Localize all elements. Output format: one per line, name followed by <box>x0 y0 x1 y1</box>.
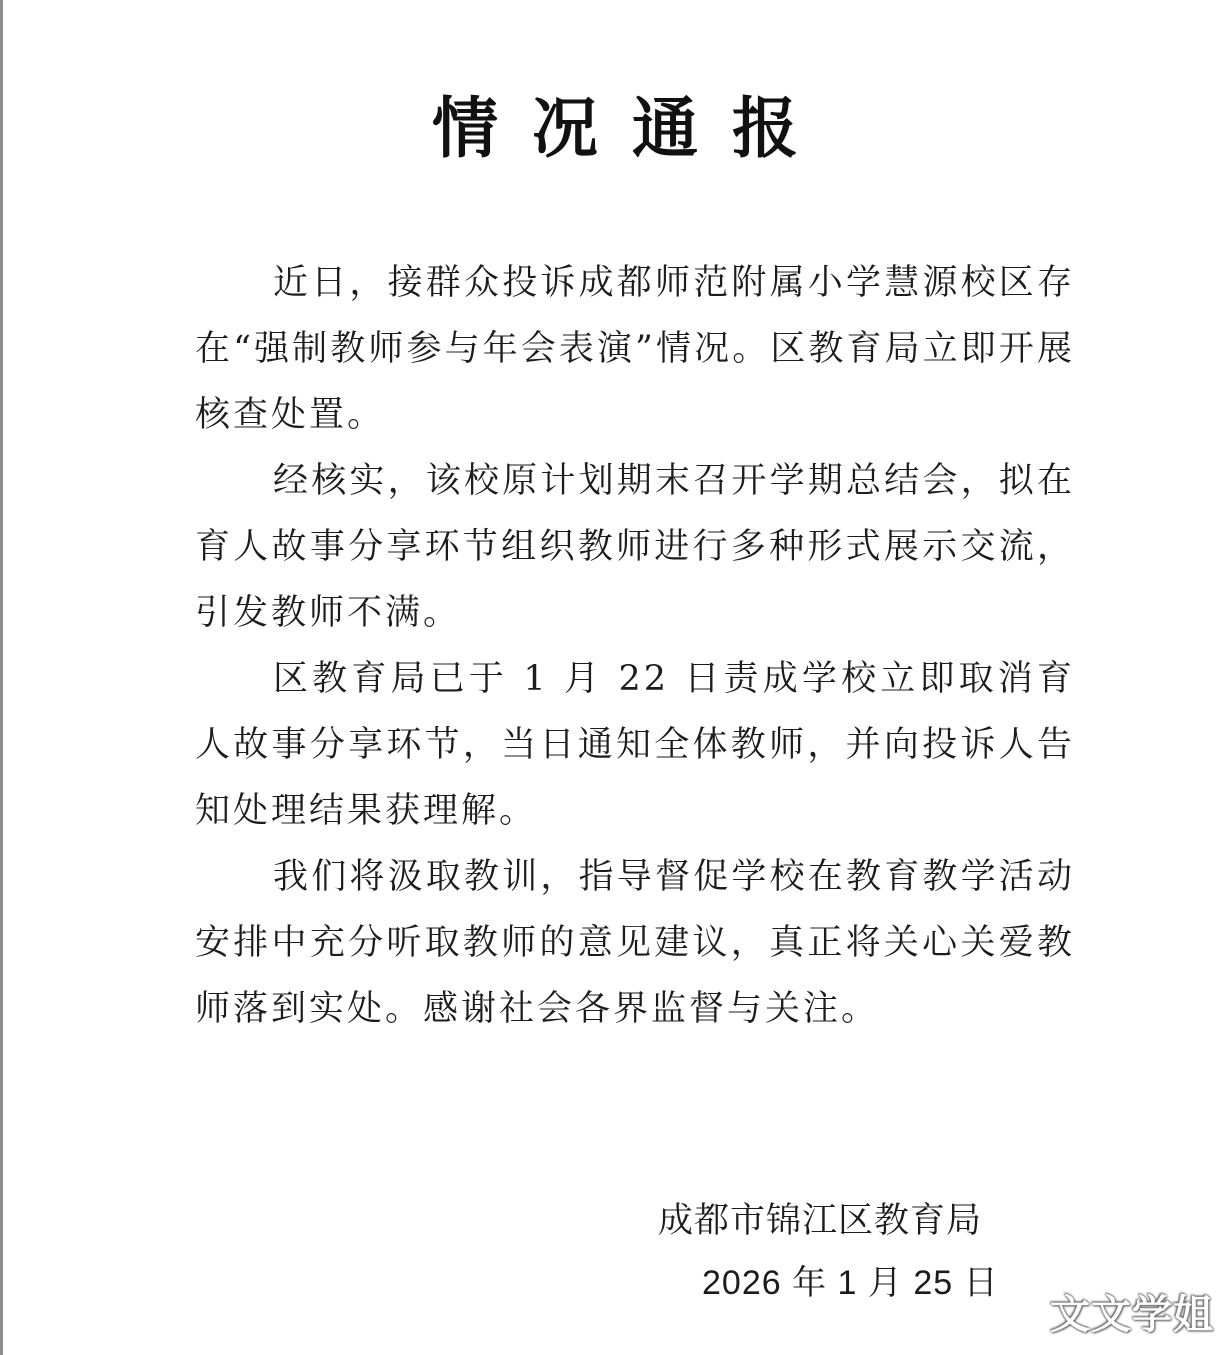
signature-organization: 成都市锦江区教育局 <box>658 1201 983 1241</box>
page-left-border <box>0 0 3 1355</box>
watermark-text: 文文学姐 <box>1050 1292 1214 1338</box>
document-body <box>195 250 1075 1042</box>
signature-date: 2026 年 1 月 25 日 <box>702 1264 999 1302</box>
paragraph-verification: 经核实，该校原计划期末召开学期总结会，拟在育人故事分享环节组织教师进行多种形式展示交流，引发教师不满。 <box>195 461 1075 633</box>
paragraph-complaint: 近日，接群众投诉成都师范附属小学慧源校区存在“强制教师参与年会表演”情况。区教育局立即开展核查处置。 <box>195 263 1075 435</box>
paragraph-commitment: 我们将汲取教训，指导督促学校在教育教学活动安排中充分听取教师的意见建议，真正将关心关爱教师落到实处。感谢社会各界监督与关注。 <box>195 857 1075 1029</box>
paragraph-action: 区教育局已于 1 月 22 日责成学校立即取消育人故事分享环节，当日通知全体教师，并向投诉人告知处理结果获理解。 <box>195 659 1075 831</box>
document-title: 情况通报 <box>432 89 832 167</box>
